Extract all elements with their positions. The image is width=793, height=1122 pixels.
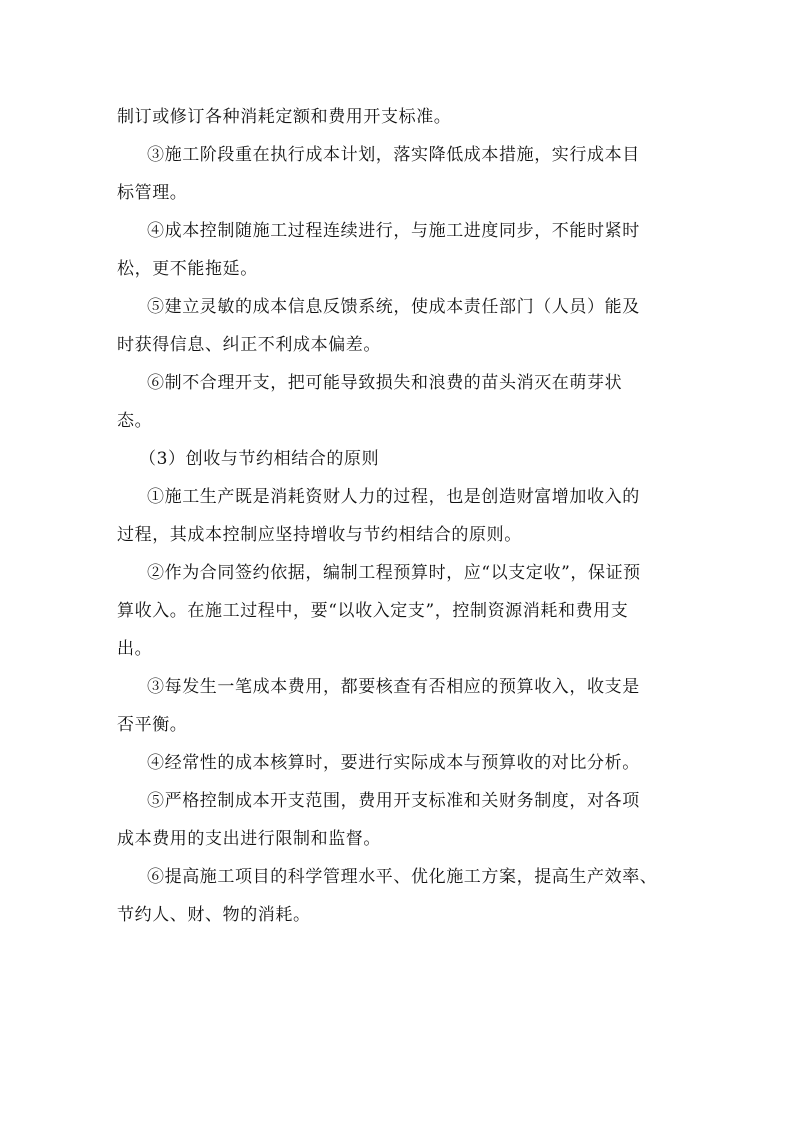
text-line: ③施工阶段重在执行成本计划，落实降低成本措施，实行成本目: [147, 145, 640, 165]
text-line: 时获得信息、纠正不利成本偏差。: [117, 335, 381, 355]
text-line: ③每发生一笔成本费用，都要核查有否相应的预算收入，收支是: [147, 677, 640, 697]
text-line: 标管理。: [117, 183, 188, 203]
text-line: ⑤建立灵敏的成本信息反馈系统，使成本责任部门（人员）能及: [147, 297, 640, 317]
text-line: 节约人、财、物的消耗。: [117, 905, 311, 925]
text-line: ④经常性的成本核算时，要进行实际成本与预算收的对比分析。: [147, 753, 640, 773]
text-line: 松，更不能拖延。: [117, 259, 258, 279]
text-line: 算收入。在施工过程中，要“以收入定支”，控制资源消耗和费用支: [117, 601, 629, 621]
text-line: 否平衡。: [117, 715, 188, 735]
text-line: 出。: [117, 639, 153, 659]
text-line: ⑤严格控制成本开支范围，费用开支标准和关财务制度，对各项: [147, 791, 640, 811]
text-line: ①施工生产既是消耗资财人力的过程，也是创造财富增加收入的: [147, 487, 640, 507]
text-line: ②作为合同签约依据，编制工程预算时，应“以支定收”，保证预: [147, 563, 641, 583]
text-line: 制订或修订各种消耗定额和费用开支标准。: [117, 107, 452, 127]
text-line: 成本费用的支出进行限制和监督。: [117, 829, 381, 849]
document-body: [117, 98, 679, 934]
section-heading: （3）创收与节约相结合的原则: [139, 449, 380, 469]
text-line: ⑥制不合理开支，把可能导致损失和浪费的苗头消灭在萌芽状: [147, 373, 623, 393]
text-line: 过程，其成本控制应坚持增收与节约相结合的原则。: [117, 525, 522, 545]
text-line: ④成本控制随施工过程连续进行，与施工进度同步，不能时紧时: [147, 221, 640, 241]
text-line: 态。: [117, 411, 153, 431]
text-line: ⑥提高施工项目的科学管理水平、优化施工方案，提高生产效率、: [147, 867, 658, 887]
